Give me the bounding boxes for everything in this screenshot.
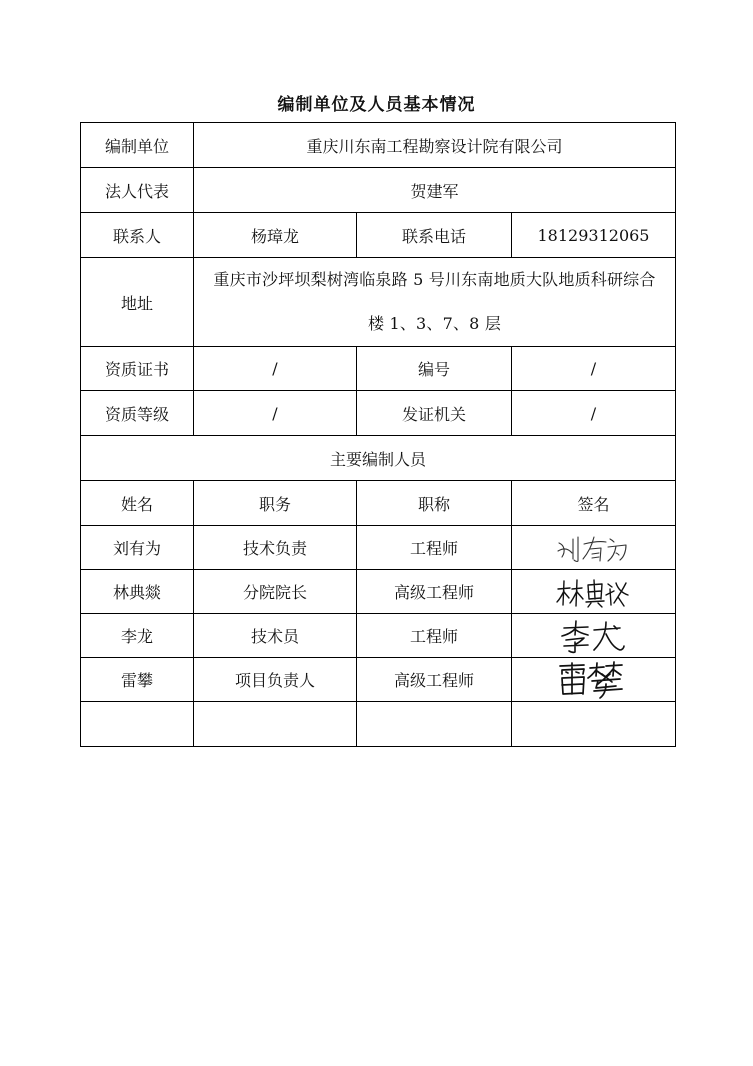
staff-duty: 技术员 [194,614,357,658]
contact-label: 联系人 [81,213,194,258]
info-table [80,122,676,747]
handwritten-signature-icon [554,660,634,700]
staff-signature [512,526,676,570]
phone-value: 18129312065 [512,213,676,258]
legal-value: 贺建军 [194,168,676,213]
issuer-value: / [512,391,676,436]
header-title: 职称 [357,481,512,526]
handwritten-signature-icon [554,575,634,609]
header-signature: 签名 [512,481,676,526]
staff-signature [512,614,676,658]
header-name: 姓名 [81,481,194,526]
phone-label: 联系电话 [357,213,512,258]
table-row [81,614,676,658]
staff-title: 高级工程师 [357,570,512,614]
address-line-1: 重庆市沙坪坝梨树湾临泉路 5 号川东南地质大队地质科研综合 [213,270,656,289]
number-value: / [512,347,676,391]
unit-value: 重庆川东南工程勘察设计院有限公司 [194,123,676,168]
staff-duty: 技术负责 [194,526,357,570]
empty-cell [194,702,357,747]
cert-value: / [194,347,357,391]
cert-row [81,347,676,391]
cert-label: 资质证书 [81,347,194,391]
number-label: 编号 [357,347,512,391]
contact-row [81,213,676,258]
address-label: 地址 [81,258,194,347]
issuer-label: 发证机关 [357,391,512,436]
grade-row [81,391,676,436]
staff-name: 雷攀 [81,658,194,702]
address-value [194,258,676,347]
grade-label: 资质等级 [81,391,194,436]
staff-section-row [81,436,676,481]
staff-name: 刘有为 [81,526,194,570]
empty-cell [81,702,194,747]
table-row [81,570,676,614]
empty-row [81,702,676,747]
address-line-2: 楼 1、3、7、8 层 [367,314,502,333]
header-duty: 职务 [194,481,357,526]
unit-row [81,123,676,168]
staff-duty: 项目负责人 [194,658,357,702]
unit-label: 编制单位 [81,123,194,168]
staff-signature [512,570,676,614]
empty-cell [357,702,512,747]
contact-value: 杨璋龙 [194,213,357,258]
page-title: 编制单位及人员基本情况 [277,95,476,115]
staff-title: 工程师 [357,614,512,658]
handwritten-signature-icon [554,531,634,565]
address-row [81,258,676,347]
staff-header-row [81,481,676,526]
staff-name: 林典燚 [81,570,194,614]
legal-label: 法人代表 [81,168,194,213]
grade-value: / [194,391,357,436]
table-row [81,658,676,702]
table-row [81,526,676,570]
staff-title: 工程师 [357,526,512,570]
staff-duty: 分院院长 [194,570,357,614]
handwritten-signature-icon [554,618,634,654]
legal-row [81,168,676,213]
staff-signature [512,658,676,702]
staff-name: 李龙 [81,614,194,658]
empty-cell [512,702,676,747]
staff-title: 高级工程师 [357,658,512,702]
staff-section-label: 主要编制人员 [81,436,676,481]
